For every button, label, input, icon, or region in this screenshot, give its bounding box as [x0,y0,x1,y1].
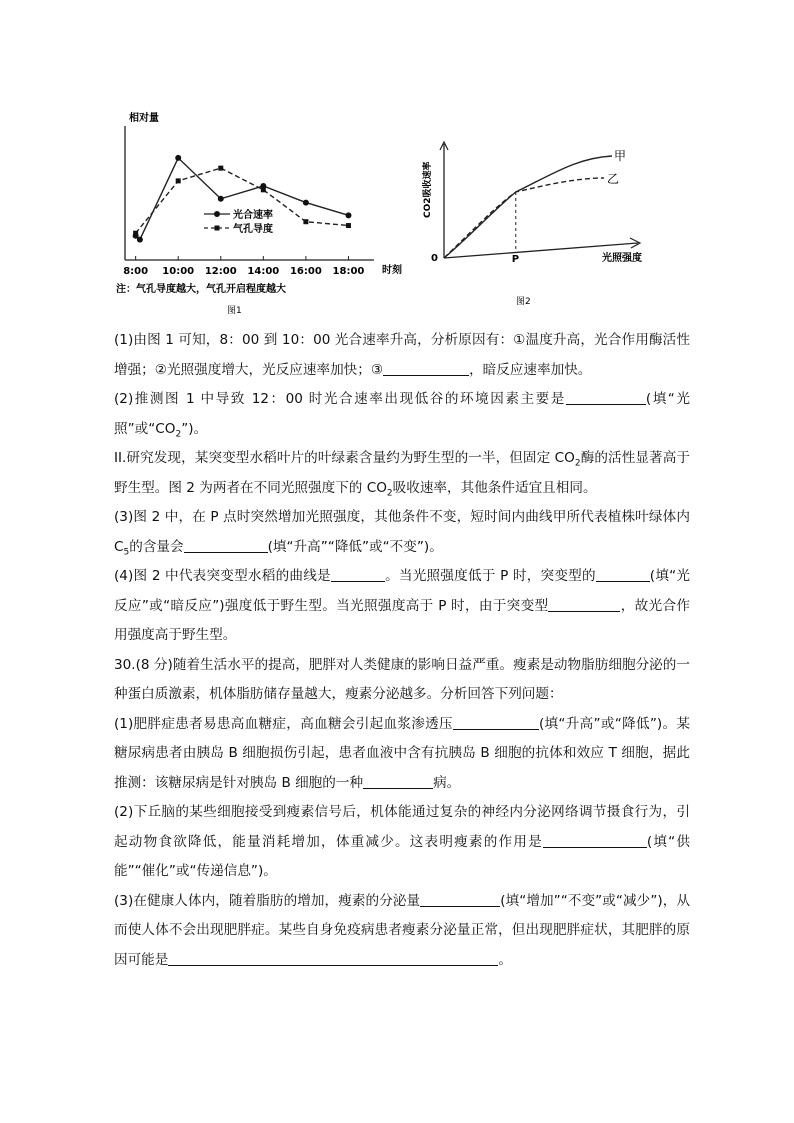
legend-label: 光合速率 [233,210,273,221]
data-point [303,219,308,224]
data-point [175,155,181,161]
data-point [218,166,223,171]
y-axis-label: 相对量 [129,113,159,124]
question-30-1: (1)肥胖症患者易患高血糖症，高血糖会引起血浆渗透压 (填“升高”或“降低”)。某糖尿病患者由胰岛 B 细胞损伤引起，患者血液中含有抗胰岛 B 细胞的抗体和效应 T 细胞，据此推测：该糖尿病是针对胰岛 B 细胞的一种 病。 [114,715,690,791]
curve-1 [444,156,612,258]
x-axis-label: 光照强度 [602,253,642,264]
origin-label: 0 [431,253,438,264]
figure-1 [112,102,412,320]
data-point [176,178,181,183]
answer-blank[interactable] [548,597,620,612]
answer-blank[interactable] [566,390,646,405]
section-ii: II.研究发现，某突变型水稻叶片的叶绿素含量约为野生型的一半，但固定 $CO_2$酶的活性显著高于野生型。图 2 为两者在不同光照强度下的 $CO_2$吸收速率，其他条件适宜且相同。 [114,450,690,499]
figure-2 [416,140,686,310]
answer-blank[interactable] [363,774,433,789]
question-1: (1)由图 1 可知，8：00 到 10：00 光合速率升高，分析原因有：①温度升高，光合作用酶活性增强；②光照强度增大，光反应速率加快；③ ，暗反应速率加快。 [114,332,690,378]
figure-1-note: 注：气孔导度越大，气孔开启程度越大 [116,284,286,295]
curve-2 [444,178,604,258]
question-content [114,326,690,975]
figure-1-caption: 图1 [227,306,242,316]
x-tick-label: 10:00 [162,266,195,277]
figure-2-chart [416,140,686,310]
figure-1-chart [112,102,412,320]
question-2: (2)推测图 1 中导致 12：00 时光合速率出现低谷的环境因素主要是 (填“光照”或“$CO_2$”)。 [114,391,690,440]
answer-blank[interactable] [596,567,650,582]
answer-blank[interactable] [331,567,385,582]
question-3: (3)图 2 中，在 P 点时突然增加光照强度，其他条件不变，短时间内曲线甲所代表植株叶绿体内 $C_5$的含量会 (填“升高”“降低”或“不变”)。 [114,509,690,558]
x-tick-label: 14:00 [247,266,280,277]
curve-label: 甲 [614,149,627,163]
answer-blank[interactable] [420,892,500,907]
y-axis-label: CO2吸收速率 [423,161,433,218]
answer-blank[interactable] [383,361,469,376]
answer-blank[interactable] [168,951,498,966]
data-point [303,200,309,206]
legend-marker [215,226,220,231]
legend-label: 气孔导度 [233,224,273,235]
curve-label: 乙 [607,172,620,186]
p-label: P [511,254,520,265]
x-tick-label: 16:00 [289,266,322,277]
question-30-intro: 30.(8 分)随着生活水平的提高，肥胖对人类健康的影响日益严重。瘦素是动物脂肪细胞分泌的一种蛋白质激素，机体脂肪储存量越大，瘦素分泌越多。分析回答下列问题： [114,656,690,702]
data-point [346,223,351,228]
data-point [133,231,138,236]
data-point [218,196,224,202]
data-point [261,187,266,192]
data-point [137,237,143,243]
question-30-3: (3)在健康人体内，随着脂肪的增加，瘦素的分泌量 (填“增加”“不变”或“减少”)，从而使人体不会出现肥胖症。某些自身免疫病患者瘦素分泌量正常，但出现肥胖症状，其肥胖的原因可能是 。 [114,892,690,968]
legend-marker [214,211,220,217]
x-tick-label: 18:00 [332,266,365,277]
question-4: (4)图 2 中代表突变型水稻的曲线是 。当光照强度低于 P 时，突变型的 (填“光反应”或“暗反应”)强度低于野生型。当光照强度高于 P 时，由于突变型 ，故光合作用强度高于野生型。 [114,568,691,643]
x-tick-label: 12:00 [204,266,237,277]
data-point [345,212,351,218]
answer-blank[interactable] [453,715,539,730]
x-axis-label: 时刻 [382,265,402,276]
answer-blank[interactable] [184,538,268,553]
answer-blank[interactable] [543,833,647,848]
x-tick-label: 8:00 [123,266,149,277]
question-30-2: (2)下丘脑的某些细胞接受到瘦素信号后，机体能通过复杂的神经内分泌网络调节摄食行为，引起动物食欲降低，能量消耗增加，体重减少。这表明瘦素的作用是 (填“供能”“催化”或“传递信息”)。 [114,804,690,879]
figure-2-caption: 图2 [516,297,531,307]
